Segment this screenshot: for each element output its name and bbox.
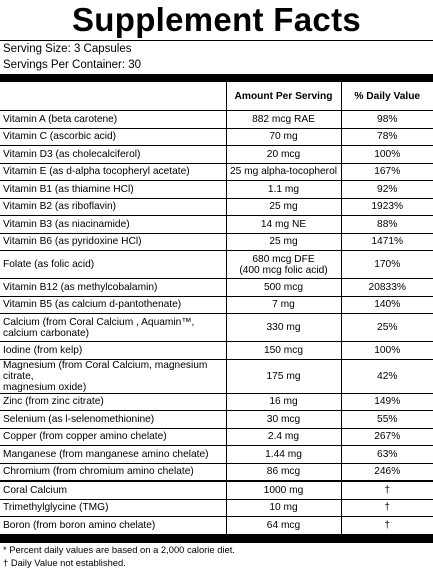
nutrient-daily-value: 98%: [341, 111, 433, 129]
nutrient-daily-value: 167%: [341, 163, 433, 181]
table-row: [0, 428, 433, 446]
nutrient-name: Iodine (from kelp): [0, 342, 226, 360]
nutrient-daily-value: 25%: [341, 314, 433, 342]
nutrient-daily-value: †: [341, 481, 433, 499]
nutrient-daily-value: 267%: [341, 428, 433, 446]
nutrient-name: Vitamin B12 (as methylcobalamin): [0, 279, 226, 297]
table-row: [0, 463, 433, 481]
nutrient-daily-value: 100%: [341, 146, 433, 164]
amount-header: Amount Per Serving: [226, 82, 341, 111]
table-row: [0, 279, 433, 297]
nutrient-name: Vitamin E (as d-alpha tocopheryl acetate): [0, 163, 226, 181]
table-row: [0, 146, 433, 164]
nutrient-daily-value: †: [341, 517, 433, 535]
nutrient-amount: 1000 mg: [226, 481, 341, 499]
nutrient-amount: 25 mg: [226, 198, 341, 216]
nutrient-daily-value: 78%: [341, 128, 433, 146]
nutrient-daily-value: 149%: [341, 393, 433, 411]
nutrient-name: Vitamin B6 (as pyridoxine HCl): [0, 233, 226, 251]
nutrient-daily-value: 55%: [341, 411, 433, 429]
table-row: [0, 342, 433, 360]
nutrient-amount: 175 mg: [226, 359, 341, 393]
nutrient-amount: 150 mcg: [226, 342, 341, 360]
nutrient-name: Trimethylglycine (TMG): [0, 499, 226, 517]
serving-size: Serving Size: 3 Capsules: [3, 43, 132, 55]
table-row: [0, 314, 433, 342]
table-header-row: [0, 82, 433, 111]
table-row: [0, 216, 433, 234]
table-row: [0, 198, 433, 216]
nutrient-amount: 86 mcg: [226, 463, 341, 481]
nutrient-amount: 20 mcg: [226, 146, 341, 164]
thick-divider-bottom: [0, 535, 433, 543]
nutrient-amount: 64 mcg: [226, 517, 341, 535]
nutrient-name: Vitamin B3 (as niacinamide): [0, 216, 226, 234]
nutrient-name: Vitamin B1 (as thiamine HCl): [0, 181, 226, 199]
nutrient-amount: 2.4 mg: [226, 428, 341, 446]
nutrient-name: Calcium (from Coral Calcium , Aquamin™, calcium carbonate): [0, 314, 226, 342]
nutrient-amount: 7 mg: [226, 296, 341, 314]
table-row: [0, 481, 433, 499]
nutrient-name: Copper (from copper amino chelate): [0, 428, 226, 446]
footnote-dagger: † Daily Value not established.: [3, 557, 126, 568]
nutrient-amount: 882 mcg RAE: [226, 111, 341, 129]
table-row: [0, 296, 433, 314]
nutrient-daily-value: 88%: [341, 216, 433, 234]
nutrient-daily-value: 1923%: [341, 198, 433, 216]
table-row: [0, 499, 433, 517]
nutrient-daily-value: 42%: [341, 359, 433, 393]
table-row: [0, 111, 433, 129]
nutrient-amount: 330 mg: [226, 314, 341, 342]
nutrient-name: Boron (from boron amino chelate): [0, 517, 226, 535]
panel-title: Supplement Facts: [0, 0, 433, 41]
nutrient-name: Vitamin A (beta carotene): [0, 111, 226, 129]
nutrient-amount: 16 mg: [226, 393, 341, 411]
table-row: [0, 233, 433, 251]
table-row: [0, 181, 433, 199]
nutrient-name: Coral Calcium: [0, 481, 226, 499]
table-row: [0, 128, 433, 146]
table-row: [0, 446, 433, 464]
nutrient-daily-value: 140%: [341, 296, 433, 314]
nutrient-daily-value: 63%: [341, 446, 433, 464]
nutrient-amount: 25 mg: [226, 233, 341, 251]
nutrient-amount: 30 mcg: [226, 411, 341, 429]
nutrient-name: Vitamin B2 (as riboflavin): [0, 198, 226, 216]
nutrient-amount: 10 mg: [226, 499, 341, 517]
nutrient-amount: 1.44 mg: [226, 446, 341, 464]
thick-divider: [0, 74, 433, 82]
nutrient-name: Folate (as folic acid): [0, 251, 226, 279]
table-row: [0, 251, 433, 279]
nutrient-name: Chromium (from chromium amino chelate): [0, 463, 226, 481]
nutrient-daily-value: 170%: [341, 251, 433, 279]
nutrient-amount: 14 mg NE: [226, 216, 341, 234]
table-row: [0, 393, 433, 411]
nutrient-amount: 70 mg: [226, 128, 341, 146]
nutrient-amount: 500 mcg: [226, 279, 341, 297]
nutrient-name: Vitamin C (ascorbic acid): [0, 128, 226, 146]
nutrient-amount: 1.1 mg: [226, 181, 341, 199]
daily-value-header: % Daily Value: [341, 82, 433, 111]
nutrient-name: Magnesium (from Coral Calcium, magnesium citrate, magnesium oxide): [0, 359, 226, 393]
table-row: [0, 517, 433, 535]
nutrient-table: [0, 82, 433, 535]
nutrient-daily-value: †: [341, 499, 433, 517]
nutrient-daily-value: 100%: [341, 342, 433, 360]
nutrient-header: [0, 82, 226, 111]
footnote-dv-basis: * Percent daily values are based on a 2,000 calorie diet.: [3, 543, 235, 555]
table-row: [0, 411, 433, 429]
table-row: [0, 163, 433, 181]
servings-per-container: Servings Per Container: 30: [3, 59, 142, 71]
nutrient-daily-value: 246%: [341, 463, 433, 481]
nutrient-daily-value: 1471%: [341, 233, 433, 251]
table-row: [0, 359, 433, 393]
nutrient-name: Vitamin D3 (as cholecalciferol): [0, 146, 226, 164]
nutrient-daily-value: 20833%: [341, 279, 433, 297]
nutrient-name: Vitamin B5 (as calcium d-pantothenate): [0, 296, 226, 314]
nutrient-amount: 680 mcg DFE (400 mcg folic acid): [226, 251, 341, 279]
nutrient-name: Selenium (as l-selenomethionine): [0, 411, 226, 429]
nutrient-amount: 25 mg alpha-tocopherol: [226, 163, 341, 181]
nutrient-name: Zinc (from zinc citrate): [0, 393, 226, 411]
nutrient-daily-value: 92%: [341, 181, 433, 199]
nutrient-name: Manganese (from manganese amino chelate): [0, 446, 226, 464]
